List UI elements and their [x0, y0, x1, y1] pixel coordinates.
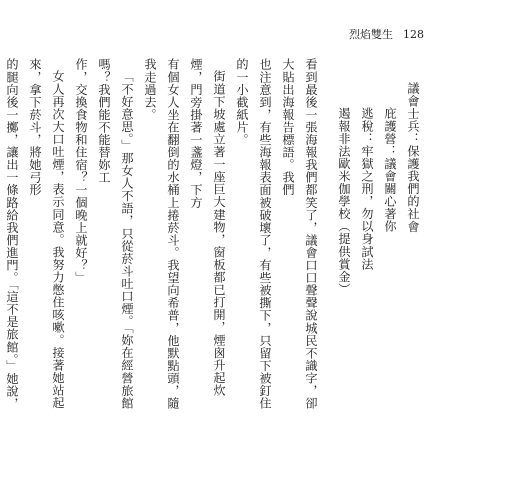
- text-line: 作，交換食物和住宿？一個晚上就好？」: [74, 58, 88, 284]
- text-line: 逃稅：牢獄之刑，勿以身試法: [360, 106, 374, 270]
- text-line: 女人再次大口吐煙，表示同意。我努力憋住咳嗽。接著她站起來，拿下菸斗，將她弓形: [28, 58, 65, 410]
- text-line: 街道下坡處立著一座巨大建物，窗板都已打開，煙囪升起炊煙，門旁掛著一盞燈，下方: [189, 58, 226, 397]
- book-title: 烈焰雙生: [349, 28, 393, 41]
- column-gap: [322, 58, 332, 418]
- text-line: 議會士兵：保護我們的社會: [406, 82, 420, 233]
- text-line: 「不好意思。」那女人不語，只從菸斗吐口煙。「妳在經營旅館嗎？我們能不能替妳工: [97, 58, 134, 410]
- text-line: 有個女人坐在翻倒的水桶上捲菸斗。我望向希普，他默點頭，隨我走過去。: [143, 58, 180, 410]
- text-line: 遏報非法歐米伽學校（提供賞金）: [337, 106, 351, 296]
- running-header: [349, 26, 424, 42]
- page-number: 128: [403, 28, 424, 41]
- text-line: 看到最後一張海報我們都笑了，議會口口聲聲說城民不識字，卻大貼出海報告標語。我們: [281, 58, 318, 410]
- text-line: 庇護營：議會關心著你: [383, 106, 397, 233]
- text-line: 也注意到，有些海報表面被破壞了，有些被撕下，只留下被釘住的一小截紙片。: [235, 58, 272, 410]
- text-line: 的腿向後一擲，讓出一條路給我們進門。「這不是旅館。」她說，: [5, 58, 19, 410]
- vertical-body-text: [5, 58, 424, 418]
